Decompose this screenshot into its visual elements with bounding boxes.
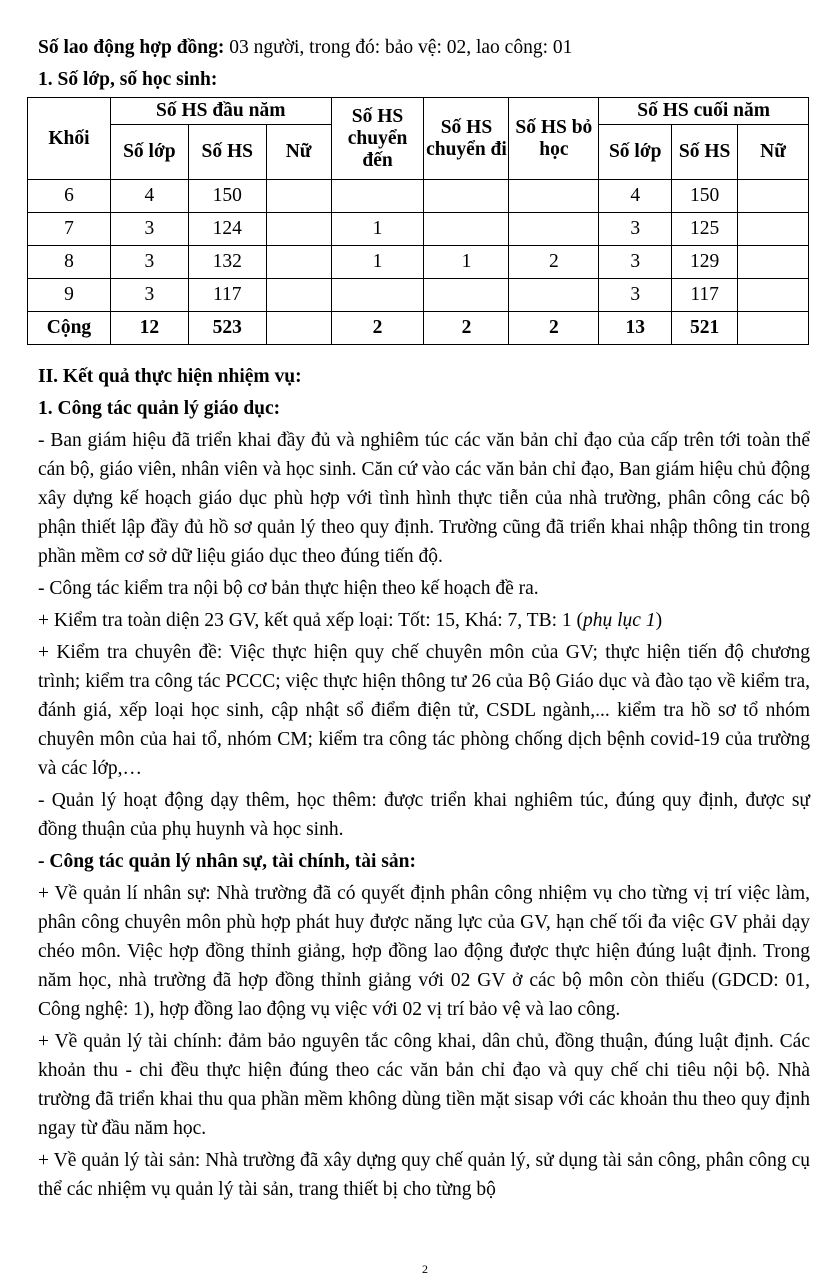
col-dropout: Số HS bỏ học [509,98,599,180]
col-group-end-year: Số HS cuối năm [599,98,809,125]
paragraph: - Công tác kiểm tra nội bộ cơ bản thực hiện theo kế hoạch đề ra. [38,578,539,599]
table-cell [509,180,599,213]
paragraph: + Về quản lý tài sản: Nhà trường đã xây dựng quy chế quản lý, sử dụng tài sản công, phân công cụ thể các nhiệm vụ quản lý tài sản, trang thiết bị cho từng bộ [38,1150,810,1200]
table-row [28,279,809,312]
table-cell: 2 [509,312,599,345]
table-cell: 124 [188,213,266,246]
paragraph: - Ban giám hiệu đã triển khai đầy đủ và nghiêm túc các văn bản chỉ đạo của cấp trên tới toàn thể cán bộ, giáo viên, nhân viên và học sinh. Căn cứ vào các văn bản chỉ đạo, Ban giám hiệu chủ động xây dựng kế hoạch giáo dục phù hợp với tình hình thực tiễn của nhà trường, phân công các bộ phận thiết lập đầy đủ hồ sơ quản lý theo quy định. Trường cũng đã triển khai nhập thông tin trong phần mềm cơ sở dữ liệu giáo dục theo đúng tiến độ. [38,430,810,567]
contract-labor-value: 03 người, trong đó: bảo vệ: 02, lao công: 01 [229,37,573,58]
contract-labor-line [38,34,572,62]
table-cell: 1 [331,246,424,279]
table-cell: 3 [110,279,188,312]
table-cell: Cộng [28,312,111,345]
table-cell: 9 [28,279,111,312]
paragraph: - Quản lý hoạt động dạy thêm, học thêm: được triển khai nghiêm túc, đúng quy định, được sự đồng thuận của phụ huynh và học sinh. [38,790,810,840]
appendix-reference: phụ lục 1 [583,610,656,631]
table-cell: 12 [110,312,188,345]
table-cell: 4 [110,180,188,213]
page-number: 2 [422,1262,428,1276]
table-cell: 521 [672,312,738,345]
table-cell: 13 [599,312,672,345]
table-cell: 129 [672,246,738,279]
table-cell: 125 [672,213,738,246]
section-1-heading: 1. Số lớp, số học sinh: [38,69,218,90]
class-student-table [27,97,809,345]
table-cell: 7 [28,213,111,246]
table-cell: 1 [424,246,509,279]
col-transfer-out: Số HS chuyển đi [424,98,509,180]
table-cell [266,213,331,246]
table-cell: 6 [28,180,111,213]
col-classes-start: Số lớp [110,125,188,180]
table-cell [509,213,599,246]
table-cell [738,246,809,279]
table-cell: 3 [599,213,672,246]
table-cell: 8 [28,246,111,279]
col-transfer-in: Số HS chuyển đến [331,98,424,180]
table-cell [509,279,599,312]
table-total-row [28,312,809,345]
table-cell: 3 [599,279,672,312]
table-cell: 3 [110,213,188,246]
table-cell [266,279,331,312]
table-row [28,180,809,213]
col-female-start: Nữ [266,125,331,180]
col-classes-end: Số lớp [599,125,672,180]
table-cell: 523 [188,312,266,345]
paragraph: + Về quản lí nhân sự: Nhà trường đã có quyết định phân công nhiệm vụ cho từng vị trí việc làm, phân công chuyên môn phù hợp phát huy được năng lực của GV, hạn chế tối đa việc GV phải dạy chéo môn. Việc hợp đồng thỉnh giảng, hợp đồng lao động được thực hiện đúng luật định. Trong năm học, nhà trường đã hợp đồng thỉnh giảng với 02 GV ở các bộ môn còn thiếu (GDCD: 01, Công nghệ: 1), hợp đồng lao động vụ việc với 02 vị trí bảo vệ và lao công. [38,883,810,1020]
inspection-paragraph [38,606,810,635]
table-cell [738,213,809,246]
table-row [28,246,809,279]
table-cell: 150 [188,180,266,213]
table-cell [266,312,331,345]
inspection-close: ) [655,610,663,631]
col-students-end: Số HS [672,125,738,180]
table-cell [738,279,809,312]
col-students-start: Số HS [188,125,266,180]
subsection-2-heading: - Công tác quản lý nhân sự, tài chính, tài sản: [38,851,416,872]
table-cell [331,180,424,213]
table-cell: 4 [599,180,672,213]
table-cell: 117 [672,279,738,312]
table-cell [266,180,331,213]
table-cell [424,279,509,312]
table-cell: 132 [188,246,266,279]
table-cell [738,312,809,345]
section-2-heading: II. Kết quả thực hiện nhiệm vụ: [38,366,302,387]
table-cell: 2 [331,312,424,345]
subsection-1-heading: 1. Công tác quản lý giáo dục: [38,398,281,419]
col-group-start-year: Số HS đầu năm [110,98,331,125]
col-khoi: Khối [28,98,111,180]
table-cell [266,246,331,279]
paragraph: + Kiểm tra chuyên đề: Việc thực hiện quy chế chuyên môn của GV; thực hiện tiến độ chương trình; kiểm tra công tác PCCC; việc thực hiện thông tư 26 của Bộ Giáo dục và đào tạo về kiểm tra, đánh giá, xếp loại học sinh, cập nhật sổ điểm điện tử, CSDL ngành,... kiểm tra hồ sơ tổ nhóm chuyên môn của hai tổ, nhóm CM; kiểm tra công tác phòng chống dịch bệnh covid-19 của trường và các lớp,… [38,642,810,779]
table-cell: 2 [424,312,509,345]
table-cell [424,213,509,246]
contract-labor-label: Số lao động hợp đồng: [38,37,225,58]
table-cell: 3 [110,246,188,279]
table-cell [738,180,809,213]
paragraph: + Về quản lý tài chính: đảm bảo nguyên tắc công khai, dân chủ, đồng thuận, đúng luật định. Các khoản thu - chi đều thực hiện đúng theo các văn bản chỉ đạo và quy chế chi tiêu nội bộ. Nhà trường đã triển khai thu qua phần mềm không dùng tiền mặt sisap với các khoản thu theo quy định ngay từ đầu năm học. [38,1031,810,1139]
inspection-text: + Kiểm tra toàn diện 23 GV, kết quả xếp loại: Tốt: 15, Khá: 7, TB: 1 ( [38,610,584,631]
table-header-row [28,98,809,125]
table-cell: 150 [672,180,738,213]
table-cell: 3 [599,246,672,279]
table-cell: 2 [509,246,599,279]
document-body [38,362,810,1207]
table-row [28,213,809,246]
col-female-end: Nữ [738,125,809,180]
table-cell: 117 [188,279,266,312]
table-cell [424,180,509,213]
table-cell [331,279,424,312]
table-cell: 1 [331,213,424,246]
